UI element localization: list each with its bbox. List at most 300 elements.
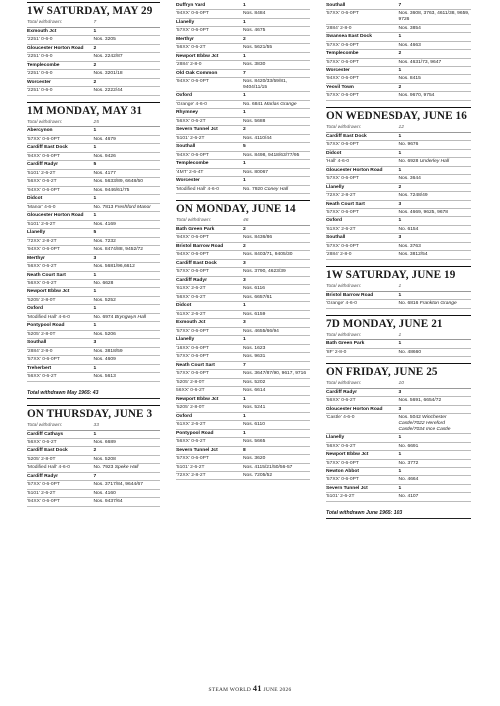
loco-numbers (94, 298, 161, 304)
shed-row (326, 67, 471, 75)
total-withdrawn-label: Total withdrawn: (326, 332, 362, 338)
loco-class: '94XX' 0-6-0PT (176, 11, 209, 17)
loco-class: '2251' 0-6-0 (27, 54, 53, 60)
shed-count: 1 (93, 213, 97, 219)
total-withdrawn-row (326, 332, 471, 341)
shed-count: 2 (398, 84, 402, 90)
shed-name: Southall (27, 340, 47, 346)
loco-row (176, 234, 310, 242)
loco-numbers-text: No. 6628 (93, 281, 114, 286)
loco-row (27, 221, 160, 229)
shed-count: 2 (243, 226, 246, 232)
loco-row (176, 268, 310, 276)
shed-row (176, 430, 310, 438)
shed-row (176, 109, 310, 117)
shed-name: Templecombe (326, 51, 359, 57)
loco-class: '56XX' 0-6-2T (326, 443, 356, 449)
shed-count: 7 (93, 473, 97, 479)
loco-row (176, 421, 310, 429)
loco-class: '94XX' 0-6-0PT (27, 247, 60, 253)
shed-row (27, 212, 160, 220)
loco-numbers (94, 137, 161, 143)
loco-numbers (94, 222, 161, 228)
loco-class: '2884' 2-8-0 (176, 62, 202, 68)
shed-count: 1 (93, 128, 97, 134)
loco-numbers-text: Nos. 5042 (398, 415, 423, 421)
loco-numbers (399, 76, 472, 82)
loco-numbers (243, 346, 310, 352)
loco-row (27, 70, 160, 78)
loco-numbers (94, 54, 161, 60)
loco-numbers (243, 45, 310, 51)
shed-row (27, 195, 160, 203)
loco-class: 'Castle' 4-6-0 (326, 415, 355, 421)
loco-class: '56XX' 0-6-2T (326, 398, 356, 404)
loco-numbers (243, 388, 310, 394)
loco-class: '57XX' 0-6-0PT (326, 243, 359, 249)
loco-numbers-text: Nos. 8420/33/59/81, 9404/11/15 (243, 79, 288, 90)
shed-name: Bristol Barrow Road (326, 292, 374, 298)
total-withdrawn-value: 10 (398, 381, 404, 387)
loco-row (176, 251, 310, 259)
loco-class: '56XX' 0-6-2T (27, 440, 57, 445)
loco-row (326, 226, 471, 234)
shed-name: Newport Ebbw Jct (176, 53, 219, 59)
loco-numbers-text: Nos. 2222/44 (93, 88, 123, 94)
loco-numbers-text: Nos. 4110/44 (243, 135, 272, 141)
total-withdrawn-label: Total withdrawn: (27, 422, 63, 428)
shed-count: 2 (93, 448, 97, 454)
loco-numbers (243, 269, 310, 275)
loco-numbers (94, 247, 161, 253)
loco-class: '61XX' 2-6-2T (326, 226, 356, 232)
loco-numbers-text: Nos. 4663 (398, 42, 421, 48)
shed-row (176, 302, 310, 310)
loco-row (176, 101, 310, 109)
loco-numbers (243, 422, 310, 428)
shed-row (176, 362, 310, 370)
shed-name: Worcester (176, 178, 200, 184)
shed-row (326, 33, 471, 41)
shed-name: Pontypool Road (176, 430, 214, 436)
loco-numbers (399, 244, 472, 250)
loco-class: '16XX' 0-6-0PT (176, 345, 209, 351)
shed-count: 3 (93, 255, 97, 261)
loco-numbers (243, 439, 310, 445)
loco-row (326, 75, 471, 83)
shed-row (326, 406, 471, 414)
loco-class: '57XX' 0-6-0PT (27, 136, 60, 142)
loco-numbers (94, 332, 161, 338)
loco-row (27, 481, 160, 489)
loco-class: '5101' 2-6-2T (326, 494, 355, 500)
loco-numbers (399, 301, 472, 307)
loco-row (176, 345, 310, 353)
shed-row (176, 2, 310, 10)
loco-class: '61XX' 2-6-2T (176, 311, 206, 317)
section-heading: 1W SATURDAY, MAY 29 (27, 2, 160, 17)
loco-numbers (399, 252, 472, 258)
loco-numbers (94, 499, 161, 505)
shed-row (326, 389, 471, 397)
loco-row (27, 439, 160, 447)
shed-row (176, 53, 310, 61)
loco-numbers (94, 465, 161, 471)
loco-class: '94XX' 0-6-0PT (27, 187, 60, 193)
loco-row (27, 246, 160, 254)
loco-class: '56XX' 0-6-2T (176, 45, 206, 51)
shed-row (27, 45, 160, 53)
loco-numbers-text: Nos. 4631/73, 9647 (398, 59, 442, 65)
loco-row (176, 27, 310, 35)
loco-row (27, 187, 160, 195)
loco-class: 'Hall' 4-6-0 (326, 159, 350, 165)
shed-row (27, 79, 160, 87)
shed-name: Neath Court Sart (27, 272, 66, 278)
loco-class: '5101' 2-6-2T (27, 221, 56, 227)
shed-name: Newport Ebbw Jct (326, 452, 369, 458)
section-heading: ON WEDNESDAY, JUNE 16 (326, 107, 471, 122)
shed-row (27, 288, 160, 296)
shed-name: Newton Abbot (326, 469, 359, 474)
page-footer (0, 683, 500, 693)
shed-name: Cardiff East Dock (27, 145, 68, 151)
loco-class: 'Modified Hall' 4-6-0 (27, 314, 70, 320)
loco-class: '94XX' 0-6-0PT (27, 499, 60, 505)
loco-numbers (243, 136, 310, 142)
shed-count: 1 (93, 196, 97, 202)
loco-numbers-text: Nos. 9446/61/75 (93, 187, 130, 193)
shed-row (176, 92, 310, 100)
loco-numbers (399, 398, 472, 404)
shed-count: 1 (398, 34, 402, 40)
loco-numbers (94, 315, 161, 321)
loco-numbers-text: Nos. 4675 (243, 28, 266, 34)
shed-name: Cardiff Cathays (27, 431, 64, 437)
shed-name: Bath Green Park (176, 226, 215, 232)
loco-row (326, 300, 471, 308)
loco-row (176, 152, 310, 160)
loco-class: '56XX' 0-6-2T (176, 439, 206, 445)
loco-class: 'Manor' 4-6-0 (27, 204, 56, 210)
shed-row (176, 36, 310, 44)
loco-numbers-text: Nos. 4177 (93, 170, 116, 176)
loco-numbers-text: Nos. 4160 (93, 490, 116, 496)
shed-count: 5 (93, 230, 97, 236)
loco-numbers-text: No. 6928 (398, 159, 420, 165)
loco-row (27, 280, 160, 288)
loco-numbers-text: Nos. 5681/96,6612 (93, 264, 135, 270)
shed-row (176, 126, 310, 134)
shed-count: 1 (398, 218, 402, 224)
shed-name: Neath Court Sart (326, 201, 365, 207)
loco-numbers-text: No. 7813 (93, 204, 115, 210)
loco-numbers-text: Nos. 6116 (243, 286, 265, 292)
loco-numbers (94, 37, 161, 43)
loco-class: '94XX' 0-6-0PT (176, 235, 209, 241)
shed-count: 1 (243, 110, 246, 116)
loco-class: '5101' 2-6-2T (176, 464, 205, 470)
shed-name: Newport Ebbw Jct (176, 396, 219, 402)
loco-class: '56XX' 0-6-2T (176, 294, 206, 300)
shed-row (27, 339, 160, 347)
shed-name: Oxford (176, 93, 193, 99)
loco-row (326, 243, 471, 251)
loco-row (27, 348, 160, 356)
loco-name: Coney Hall (264, 186, 289, 192)
loco-row (176, 118, 310, 126)
loco-numbers (243, 187, 310, 193)
shed-row (176, 70, 310, 78)
loco-class: '57XX' 0-6-0PT (326, 59, 359, 65)
shed-name: Cardiff Radyr (326, 389, 357, 395)
loco-numbers (94, 205, 161, 211)
loco-numbers-text: Nos. 5252 (93, 297, 116, 303)
shed-count: 1 (93, 323, 97, 329)
loco-class: 'Grange' 4-6-0 (326, 301, 357, 307)
loco-numbers-text: Nos. 5202 (243, 379, 266, 385)
shed-name: Severn Tunnel Jct (176, 447, 218, 453)
loco-numbers-text: No. 7920 (243, 186, 265, 192)
loco-numbers (94, 281, 161, 287)
shed-name: Gloucester Horton Road (27, 213, 84, 219)
loco-numbers (94, 188, 161, 194)
total-withdrawn-label: Total withdrawn: (326, 124, 362, 130)
shed-row (27, 28, 160, 36)
loco-numbers (399, 159, 472, 165)
loco-numbers-text: No. 48660 (398, 349, 422, 355)
shed-name: Llanelly (326, 435, 345, 441)
total-withdrawn-label: Total withdrawn: (27, 119, 63, 125)
loco-numbers (243, 235, 310, 241)
shed-name: Cardiff Radyr (27, 473, 58, 479)
loco-name: Bryngwyn Hall (114, 314, 146, 320)
loco-class: '94XX' 0-6-0PT (176, 252, 209, 258)
loco-numbers-text: Nos. 3790, 4623/39 (243, 269, 286, 275)
loco-name: Speke Hall (114, 465, 139, 471)
loco-row (176, 328, 310, 336)
shed-name: Southall (326, 235, 346, 241)
shed-name: Duffryn Yard (176, 3, 206, 8)
shed-row (326, 451, 471, 459)
shed-name: Severn Tunnel Jct (176, 127, 218, 133)
loco-numbers (94, 239, 161, 245)
loco-numbers-text: No. 4664 (398, 477, 419, 483)
loco-numbers-text: Nos. 80067 (243, 169, 269, 175)
shed-name: Pontypool Road (27, 323, 65, 329)
loco-numbers (399, 193, 472, 199)
loco-name: Freshford Manor (114, 204, 151, 210)
shed-count: 1 (243, 430, 246, 436)
shed-row (326, 150, 471, 158)
shed-row (326, 133, 471, 141)
loco-row (176, 135, 310, 143)
loco-numbers (243, 354, 310, 360)
loco-class: '5101' 2-6-2T (27, 490, 56, 496)
shed-count: 1 (243, 337, 246, 343)
loco-numbers-text: No. 6154 (398, 226, 419, 232)
loco-row (176, 455, 310, 463)
loco-class: '2251' 0-6-0 (27, 71, 53, 77)
loco-numbers-text: Nos. 7205/52 (243, 473, 273, 478)
shed-count: 1 (243, 53, 246, 59)
loco-numbers (399, 11, 472, 22)
shed-count: 1 (243, 161, 246, 167)
loco-numbers (243, 295, 310, 301)
shed-name: Gloucester Horton Road (27, 45, 84, 51)
loco-class: '72XX' 2-8-2T (176, 473, 206, 478)
total-withdrawn-value: 33 (93, 422, 99, 428)
loco-numbers-text: Nos. 3854 (398, 25, 421, 31)
shed-row (27, 161, 160, 169)
loco-numbers (399, 142, 472, 148)
loco-class: '57XX' 0-6-0PT (326, 176, 359, 182)
loco-class: '94XX' 0-6-0PT (176, 79, 209, 85)
shed-name: Worcester (27, 79, 51, 85)
shed-name: Treherbert (27, 365, 52, 371)
column-3 (326, 2, 471, 519)
shed-count: 2 (398, 51, 402, 57)
total-withdrawn-row (176, 217, 310, 226)
loco-class: '57XX' 0-6-0PT (176, 28, 209, 34)
loco-numbers-text: Nos. 1623 (243, 345, 266, 351)
loco-row (326, 443, 471, 451)
shed-row (27, 255, 160, 263)
shed-name: Exmouth Jct (176, 320, 206, 326)
loco-class: '57XX' 0-6-0PT (176, 371, 209, 377)
loco-numbers-text: No. 6841 (243, 101, 265, 107)
loco-numbers (243, 286, 310, 292)
loco-class: '57XX' 0-6-0PT (326, 93, 359, 99)
loco-class: '57XX' 0-6-0PT (176, 456, 209, 462)
shed-name: Didcot (27, 196, 43, 202)
loco-numbers (399, 43, 472, 49)
column-1 (27, 2, 160, 507)
loco-row (27, 136, 160, 144)
loco-numbers-text: Nos. 4655/66/94 (243, 328, 279, 334)
loco-numbers-text: Nos. 8436/86 (243, 235, 273, 241)
loco-row (176, 285, 310, 293)
loco-class: '5205' 2-8-0T (176, 405, 205, 411)
loco-numbers-text: Nos. 8474/88, 9452/72 (93, 247, 143, 253)
shed-row (326, 485, 471, 493)
shed-row (176, 226, 310, 234)
loco-numbers-text: Nos. 4679 (93, 136, 116, 142)
loco-numbers-text: Nos. 9631 (243, 354, 266, 360)
loco-class: 'Grange' 4-6-0 (176, 101, 207, 107)
loco-numbers-text: Nos. 9670, 9754 (398, 93, 435, 99)
shed-count: 5 (243, 144, 246, 150)
shed-name: Oxford (326, 218, 343, 224)
loco-class: '2251' 0-6-0 (27, 37, 53, 43)
shed-count: 1 (93, 365, 97, 371)
shed-row (326, 434, 471, 442)
loco-class: '5205' 2-8-0T (176, 379, 205, 385)
loco-row (326, 10, 471, 24)
shed-name: Llanelly (27, 230, 46, 236)
loco-numbers-text: No. 6691 (398, 443, 419, 449)
loco-numbers-text: Nos. 5665 (243, 439, 266, 445)
shed-name: Merthyr (27, 255, 45, 261)
loco-row (27, 87, 160, 95)
shed-name: Oxford (176, 413, 193, 419)
footer-issue: JUNE 2026 (263, 687, 292, 693)
loco-numbers (399, 227, 472, 233)
shed-name: Southall (176, 144, 196, 150)
loco-row (27, 373, 160, 381)
shed-row (27, 322, 160, 330)
shed-name: Didcot (326, 150, 342, 156)
loco-numbers (94, 349, 161, 355)
loco-numbers-text: Nos. 2242/87 (93, 54, 123, 60)
loco-row (176, 10, 310, 18)
loco-name: Underley Hall (419, 159, 450, 165)
shed-row (326, 84, 471, 92)
loco-numbers-text: Nos. 3201/18 (93, 71, 123, 77)
shed-name: Newport Ebbw Jct (27, 289, 70, 295)
loco-numbers (243, 405, 310, 411)
shed-row (326, 184, 471, 192)
loco-row (326, 349, 471, 357)
shed-name: Exmouth Jct (27, 28, 57, 34)
shed-row (176, 319, 310, 327)
shed-row (27, 144, 160, 152)
loco-numbers-text: Nos. 3205 (93, 37, 116, 43)
loco-numbers-text: Nos. 8484 (243, 11, 266, 17)
loco-numbers (94, 179, 161, 185)
loco-class: '57XX' 0-6-0PT (27, 482, 60, 488)
shed-name: Oxford (27, 306, 44, 312)
loco-numbers (243, 329, 310, 335)
loco-row (326, 92, 471, 100)
total-withdrawn-value: 7 (93, 20, 97, 25)
loco-numbers (94, 440, 161, 446)
loco-numbers (94, 374, 161, 380)
shed-count: 1 (398, 292, 402, 298)
shed-name: Templecombe (176, 161, 209, 167)
loco-numbers (94, 88, 161, 94)
shed-count: 2 (93, 62, 97, 68)
loco-row (176, 379, 310, 387)
section-heading: 7D MONDAY, JUNE 21 (326, 315, 471, 330)
loco-numbers-text: Nos. 8498, 9418/63/77/95 (243, 152, 300, 158)
loco-numbers (399, 350, 472, 356)
total-withdrawn-label: Total withdrawn: (326, 381, 362, 387)
loco-row (27, 498, 160, 506)
shed-name: Neath Court Sart (176, 362, 215, 368)
shed-count: 1 (243, 178, 246, 184)
loco-class: '94XX' 0-6-0PT (176, 152, 209, 158)
loco-numbers-text: Nos. 5621/55 (243, 45, 273, 51)
loco-row (176, 464, 310, 472)
shed-count: 1 (243, 93, 246, 99)
loco-row (27, 331, 160, 339)
shed-count: 1 (398, 341, 402, 347)
loco-numbers-text: Nos. 6159 (243, 311, 266, 317)
shed-count: 1 (243, 396, 246, 402)
shed-count: 2 (93, 45, 97, 51)
total-withdrawn-label: Total withdrawn: (27, 20, 63, 25)
shed-row (27, 62, 160, 70)
loco-numbers (243, 312, 310, 318)
loco-numbers-text: Nos. 3644 (398, 176, 421, 182)
loco-row (176, 353, 310, 361)
section-heading: 1M MONDAY, MAY 31 (27, 102, 160, 117)
loco-numbers (399, 494, 472, 500)
shed-count: 1 (398, 133, 402, 139)
loco-class: 'Modified Hall' 4-6-0 (176, 186, 219, 192)
loco-class: '94XX' 0-6-0PT (27, 153, 60, 159)
